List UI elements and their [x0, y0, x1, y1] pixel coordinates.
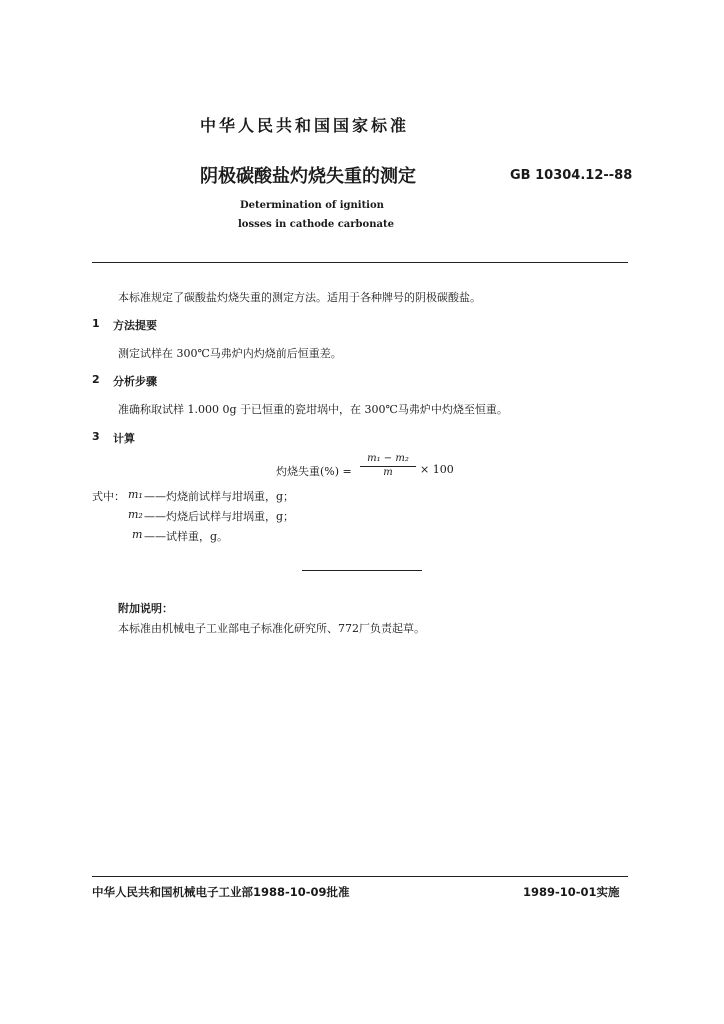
approval-line: 中华人民共和国机械电子工业部1988-10-09批准 [92, 885, 350, 899]
formula-numerator: m₁ − m₂ [360, 453, 416, 467]
section-3-heading: 计算 [113, 432, 135, 445]
note-text: 本标准由机械电子工业部电子标准化研究所、772厂负责起草。 [118, 622, 425, 635]
formula-multiplier: × 100 [420, 463, 454, 476]
variables-prefix: 式中： [92, 490, 125, 503]
variable-m1-description: ——灼烧前试样与坩埚重，g； [144, 490, 295, 503]
variable-m-description: ——试样重，g。 [144, 530, 229, 543]
footer-divider [92, 876, 628, 877]
section-3-number: 3 [92, 430, 100, 443]
section-1-text: 测定试样在 300℃马弗炉内灼烧前后恒重差。 [118, 347, 342, 360]
section-1-number: 1 [92, 317, 100, 330]
variable-m2-symbol: m₂ [128, 508, 143, 521]
standard-code: GB 10304.12--88 [510, 168, 633, 183]
intro-paragraph: 本标准规定了碳酸盐灼烧失重的测定方法。适用于各种牌号的阴极碳酸盐。 [118, 291, 481, 304]
english-title-line2: losses in cathode carbonate [238, 219, 394, 230]
formula-fraction [360, 453, 416, 479]
section-2-number: 2 [92, 373, 100, 386]
section-2-heading: 分析步骤 [113, 375, 157, 388]
document-title: 阴极碳酸盐灼烧失重的测定 [200, 166, 416, 187]
header-divider [92, 262, 628, 263]
variable-m-symbol: m [132, 528, 143, 541]
end-divider [302, 570, 422, 571]
english-title-line1: Determination of ignition [240, 200, 384, 211]
section-2-text: 准确称取试样 1.000 0g 于已恒重的瓷坩埚中，在 300℃马弗炉中灼烧至恒重。 [118, 403, 508, 416]
national-standard-heading: 中华人民共和国国家标准 [200, 116, 410, 135]
note-heading: 附加说明： [118, 602, 173, 615]
formula-denominator: m [383, 467, 393, 478]
section-1-heading: 方法提要 [113, 319, 157, 332]
implementation-date: 1989-10-01实施 [523, 885, 620, 899]
variable-m1-symbol: m₁ [128, 488, 143, 501]
variable-m2-description: ——灼烧后试样与坩埚重，g； [144, 510, 295, 523]
formula-lhs: 灼烧失重(%) = [276, 465, 352, 478]
